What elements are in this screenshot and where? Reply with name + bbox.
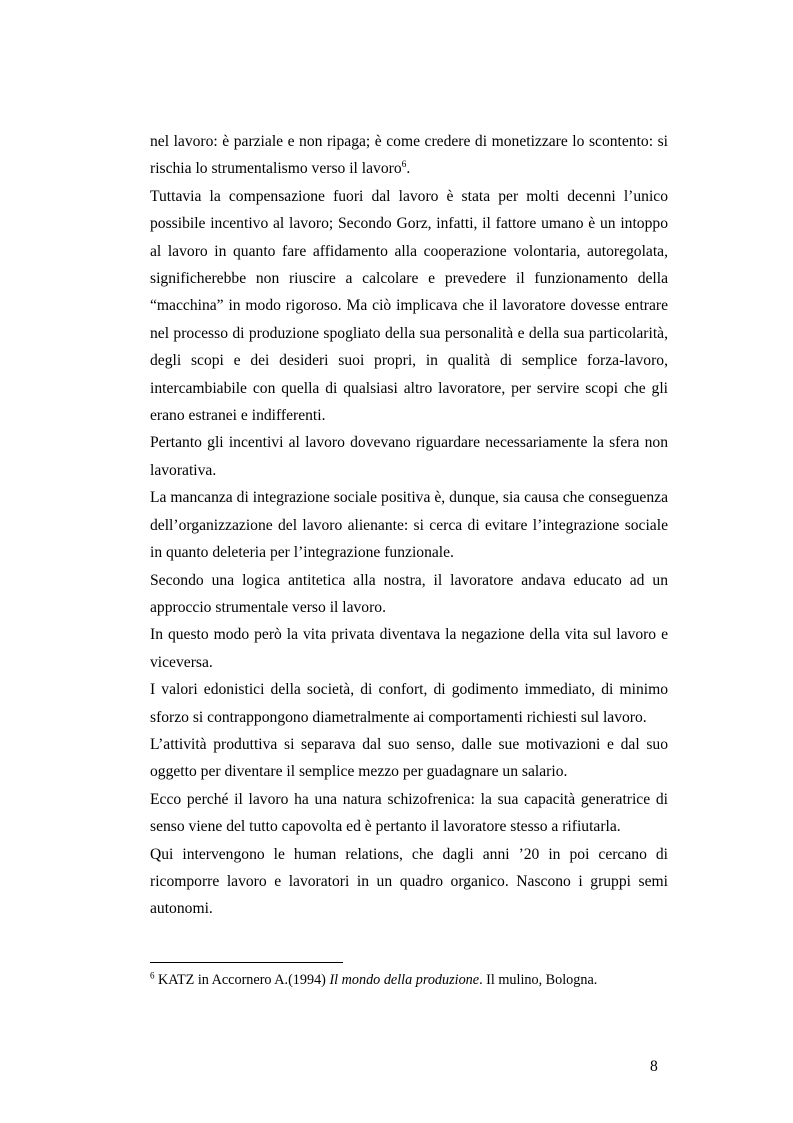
footnote-number: 6 [150, 970, 155, 981]
paragraph-1-text: nel lavoro: è parziale e non ripaga; è come credere di monetizzare lo scontento: si rischia lo strumentalismo verso il lavoro [150, 133, 668, 178]
paragraph-3: Pertanto gli incentivi al lavoro dovevano riguardare necessariamente la sfera non lavorativa. [150, 434, 668, 479]
paragraph-7: I valori edonistici della società, di confort, di godimento immediato, di minimo sforzo si contrappongono diametralmente ai comportamenti richiesti sul lavoro. [150, 681, 668, 726]
paragraph-10: Qui intervengono le human relations, che dagli anni ’20 in poi cercano di ricomporre lavoro e lavoratori in un quadro organico. Nascono i gruppi semi autonomi. [150, 845, 668, 918]
footnote [150, 970, 680, 990]
paragraph-8: L’attività produttiva si separava dal suo senso, dalle sue motivazioni e dal suo oggetto per diventare il semplice mezzo per guadagnare un salario. [150, 735, 668, 781]
paragraph-2: Tuttavia la compensazione fuori dal lavoro è stata per molti decenni l’unico possibile incentivo al lavoro; Secondo Gorz, infatti, il fattore umano è un intoppo al lavoro in quanto fare affidamento alla cooperazione volontaria, autoregolata, significherebbe non riuscire a calcolare e prevedere il funzionamento della “macchina” in modo rigoroso. Ma ciò implicava che il lavoratore dovesse entrare nel processo di produzione spogliato della sua personalità e della sua particolarità, degli scopi e dei desideri suoi propri, in qualità di semplice forza-lavoro, intercambiabile con quella di qualsiasi altro lavoratore, per servire scopi che gli erano estranei e indifferenti. [150, 187, 668, 425]
body-text [150, 128, 668, 923]
paragraph-6: In questo modo però la vita privata diventava la negazione della vita sul lavoro e viceversa. [150, 626, 668, 671]
paragraph-5: Secondo una logica antitetica alla nostra, il lavoratore andava educato ad un approccio strumentale verso il lavoro. [150, 571, 668, 616]
paragraph-1 [150, 128, 668, 183]
footnote-text-after: . Il mulino, Bologna. [479, 972, 598, 988]
footnote-divider [150, 962, 343, 963]
footnote-reference[interactable]: 6 [401, 160, 407, 171]
footnote-text-before: KATZ in Accornero A.(1994) [154, 972, 330, 988]
paragraph-1-tail: . [406, 160, 411, 178]
paragraph-4: La mancanza di integrazione sociale positiva è, dunque, sia causa che conseguenza dell’organizzazione del lavoro alienante: si cerca di evitare l’integrazione sociale in quanto deleteria per l’integrazione funzionale. [150, 489, 668, 562]
paragraph-9: Ecco perché il lavoro ha una natura schizofrenica: la sua capacità generatrice di senso viene del tutto capovolta ed è pertanto il lavoratore stesso a rifiutarla. [150, 790, 668, 836]
page-number: 8 [650, 1058, 658, 1075]
footnote-book-title: Il mondo della produzione [329, 972, 480, 988]
